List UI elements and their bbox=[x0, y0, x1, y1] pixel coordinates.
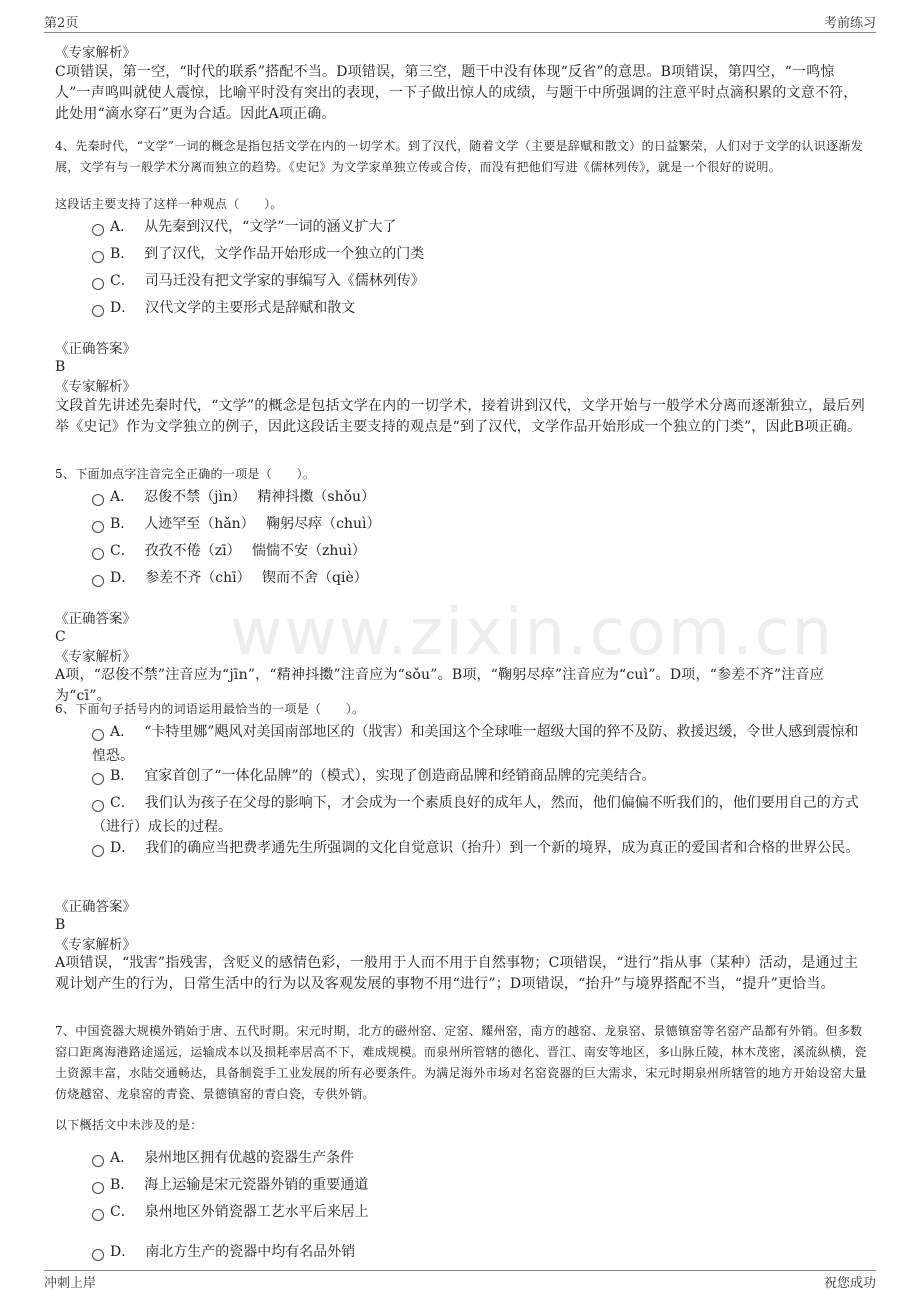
radio-icon[interactable] bbox=[92, 1249, 104, 1261]
q5-expert-text: A项，“忍俊不禁”注音应为“jīn”，“精神抖擞”注音应为“sǒu”。B项，“鞠躬尽瘁”注音应为“cuì”。D项，“参差不齐”注音应为“cī”。 bbox=[55, 667, 824, 704]
q7-prompt: 以下概括文中未涉及的是： bbox=[55, 1118, 203, 1132]
q6-option-d[interactable]: D． 我们的确应当把费孝通先生所强调的文化自觉意识（抬升）到一个新的境界，成为真正的爱国者和合格的世界公民。 bbox=[92, 836, 867, 860]
radio-icon[interactable] bbox=[92, 1209, 104, 1221]
radio-icon[interactable] bbox=[92, 251, 104, 263]
q6-option-c[interactable]: C． 我们认为孩子在父母的影响下，才会成为一个素质良好的成年人，然而，他们偏偏不听我们的，他们要用自己的方式（进行）成长的过程。 bbox=[92, 795, 859, 835]
q3-expert-label: 《专家解析》 bbox=[55, 45, 136, 61]
radio-icon[interactable] bbox=[92, 800, 104, 812]
q5-option-b[interactable]: B． 人迹罕至（hǎn） 鞠躬尽瘁（chuì） bbox=[92, 512, 867, 536]
radio-icon[interactable] bbox=[92, 278, 104, 290]
footer-right-text: 祝您成功 bbox=[823, 1276, 876, 1291]
page-number: 第2页 bbox=[44, 16, 79, 31]
radio-icon[interactable] bbox=[92, 1182, 104, 1194]
q6-expert-text: A项错误，“戕害”指残害，含贬义的感情色彩，一般用于人而不用于自然事物；C项错误，“进行”指从事（某种）活动，是通过主观计划产生的行为，日常生活中的行为以及客观发展的事物不用“进行”；D项错误，“抬升”与境界搭配不当，“提升”更恰当。 bbox=[55, 955, 859, 992]
q4-option-a[interactable]: A． 从先秦到汉代，“文学”一词的涵义扩大了 bbox=[92, 215, 867, 239]
q4-option-d[interactable]: D． 汉代文学的主要形式是辞赋和散文 bbox=[92, 296, 867, 320]
q7-option-a[interactable]: A． 泉州地区拥有优越的瓷器生产条件 bbox=[92, 1146, 867, 1170]
footer-left-text: 冲刺上岸 bbox=[44, 1276, 97, 1291]
q7-option-b[interactable]: B． 海上运输是宋元瓷器外销的重要通道 bbox=[92, 1173, 867, 1197]
q4-question-text: 4、先秦时代，“文学”一词的概念是指包括文学在内的一切学术。到了汉代，随着文学（主要是辞赋和散文）的日益繁荣，人们对于文学的认识逐渐发展，文学有与一般学术分离而独立的趋势。《史记》为文学家单独立传或合传，而没有把他们写进《儒林列传》，就是一个很好的说明。 bbox=[55, 139, 864, 174]
q5-option-c[interactable]: C． 孜孜不倦（zī） 惴惴不安（zhuì） bbox=[92, 539, 867, 563]
q5-question-text: 5、下面加点字注音完全正确的一项是（ ）。 bbox=[55, 467, 316, 481]
q6-answer-label: 《正确答案》 bbox=[55, 899, 136, 915]
q5-option-a[interactable]: A． 忍俊不禁（jìn） 精神抖擞（shǒu） bbox=[92, 485, 867, 509]
q4-answer: B bbox=[55, 359, 66, 375]
q4-prompt: 这段话主要支持了这样一种观点（ ）。 bbox=[55, 197, 283, 211]
q5-answer: C bbox=[55, 629, 66, 645]
q5-expert-label: 《专家解析》 bbox=[55, 649, 136, 665]
radio-icon[interactable] bbox=[92, 494, 104, 506]
q7-question-text: 7、中国瓷器大规模外销始于唐、五代时期。宋元时期，北方的磁州窑、定窑、耀州窑，南方的越窑、龙泉窑、景德镇窑等名窑产品都有外销。但多数窑口距离海港路途遥远，运输成本以及损耗率居高不下，难成规模。而泉州所管辖的德化、晋江、南安等地区，多山脉丘陵，林木茂密，溪流纵横，瓷土资源丰富，水陆交通畅达，具备制瓷手工业发展的所有必要条件。为满足海外市场对名窑瓷器的巨大需求，宋元时期泉州所辖管的地方开始设窑大量仿烧越窑、龙泉窑的青瓷、景德镇窑的青白瓷，专供外销。 bbox=[55, 1024, 867, 1101]
header-title: 考前练习 bbox=[823, 16, 876, 31]
radio-icon[interactable] bbox=[92, 729, 104, 741]
watermark: www.zixin.com.cn bbox=[230, 596, 835, 670]
q5-option-d[interactable]: D． 参差不齐（chī） 锲而不舍（qiè） bbox=[92, 566, 867, 590]
radio-icon[interactable] bbox=[92, 548, 104, 560]
q4-answer-label: 《正确答案》 bbox=[55, 341, 136, 357]
radio-icon[interactable] bbox=[92, 575, 104, 587]
radio-icon[interactable] bbox=[92, 773, 104, 785]
q4-expert-text: 文段首先讲述先秦时代，“文学”的概念是包括文学在内的一切学术，接着讲到汉代，文学开始与一般学术分离而逐渐独立，最后列举《史记》作为文学独立的例子，因此这段话主要支持的观点是“到了汉代，文学作品开始形成一个独立的门类”，因此B项正确。 bbox=[55, 398, 865, 435]
q6-option-b[interactable]: B． 宜家首创了“一体化品牌”的（模式），实现了创造商品牌和经销商品牌的完美结合。 bbox=[92, 764, 867, 788]
q6-option-a[interactable]: A． “卡特里娜”飓风对美国南部地区的（戕害）和美国这个全球唯一超级大国的猝不及防、救援迟缓，令世人感到震惊和惶恐。 bbox=[92, 724, 859, 764]
radio-icon[interactable] bbox=[92, 1155, 104, 1167]
q7-option-d[interactable]: D． 南北方生产的瓷器中均有名品外销 bbox=[92, 1240, 867, 1264]
page-header bbox=[44, 12, 876, 33]
radio-icon[interactable] bbox=[92, 521, 104, 533]
radio-icon[interactable] bbox=[92, 224, 104, 236]
q4-expert-label: 《专家解析》 bbox=[55, 379, 136, 395]
q4-option-c[interactable]: C． 司马迁没有把文学家的事编写入《儒林列传》 bbox=[92, 269, 867, 293]
radio-icon[interactable] bbox=[92, 305, 104, 317]
q3-expert-text: C项错误，第一空，“时代的联系”搭配不当。D项错误，第三空，题干中没有体现“反省”的意思。B项错误，第四空，“一鸣惊人”一声鸣叫就使人震惊，比喻平时没有突出的表现，一下子做出惊人的成绩，与题干中所强调的注意平时点滴积累的文意不符，此处用“滴水穿石”更为合适。因此A项正确。 bbox=[55, 64, 858, 122]
q5-answer-label: 《正确答案》 bbox=[55, 611, 136, 627]
q6-answer: B bbox=[55, 917, 66, 933]
q6-expert-label: 《专家解析》 bbox=[55, 937, 136, 953]
radio-icon[interactable] bbox=[92, 845, 104, 857]
page-footer bbox=[44, 1270, 876, 1292]
q4-option-b[interactable]: B． 到了汉代，文学作品开始形成一个独立的门类 bbox=[92, 242, 867, 266]
q6-question-text: 6、下面句子括号内的词语运用最恰当的一项是（ ）。 bbox=[55, 702, 365, 716]
q7-option-c[interactable]: C． 泉州地区外销瓷器工艺水平后来居上 bbox=[92, 1200, 867, 1224]
